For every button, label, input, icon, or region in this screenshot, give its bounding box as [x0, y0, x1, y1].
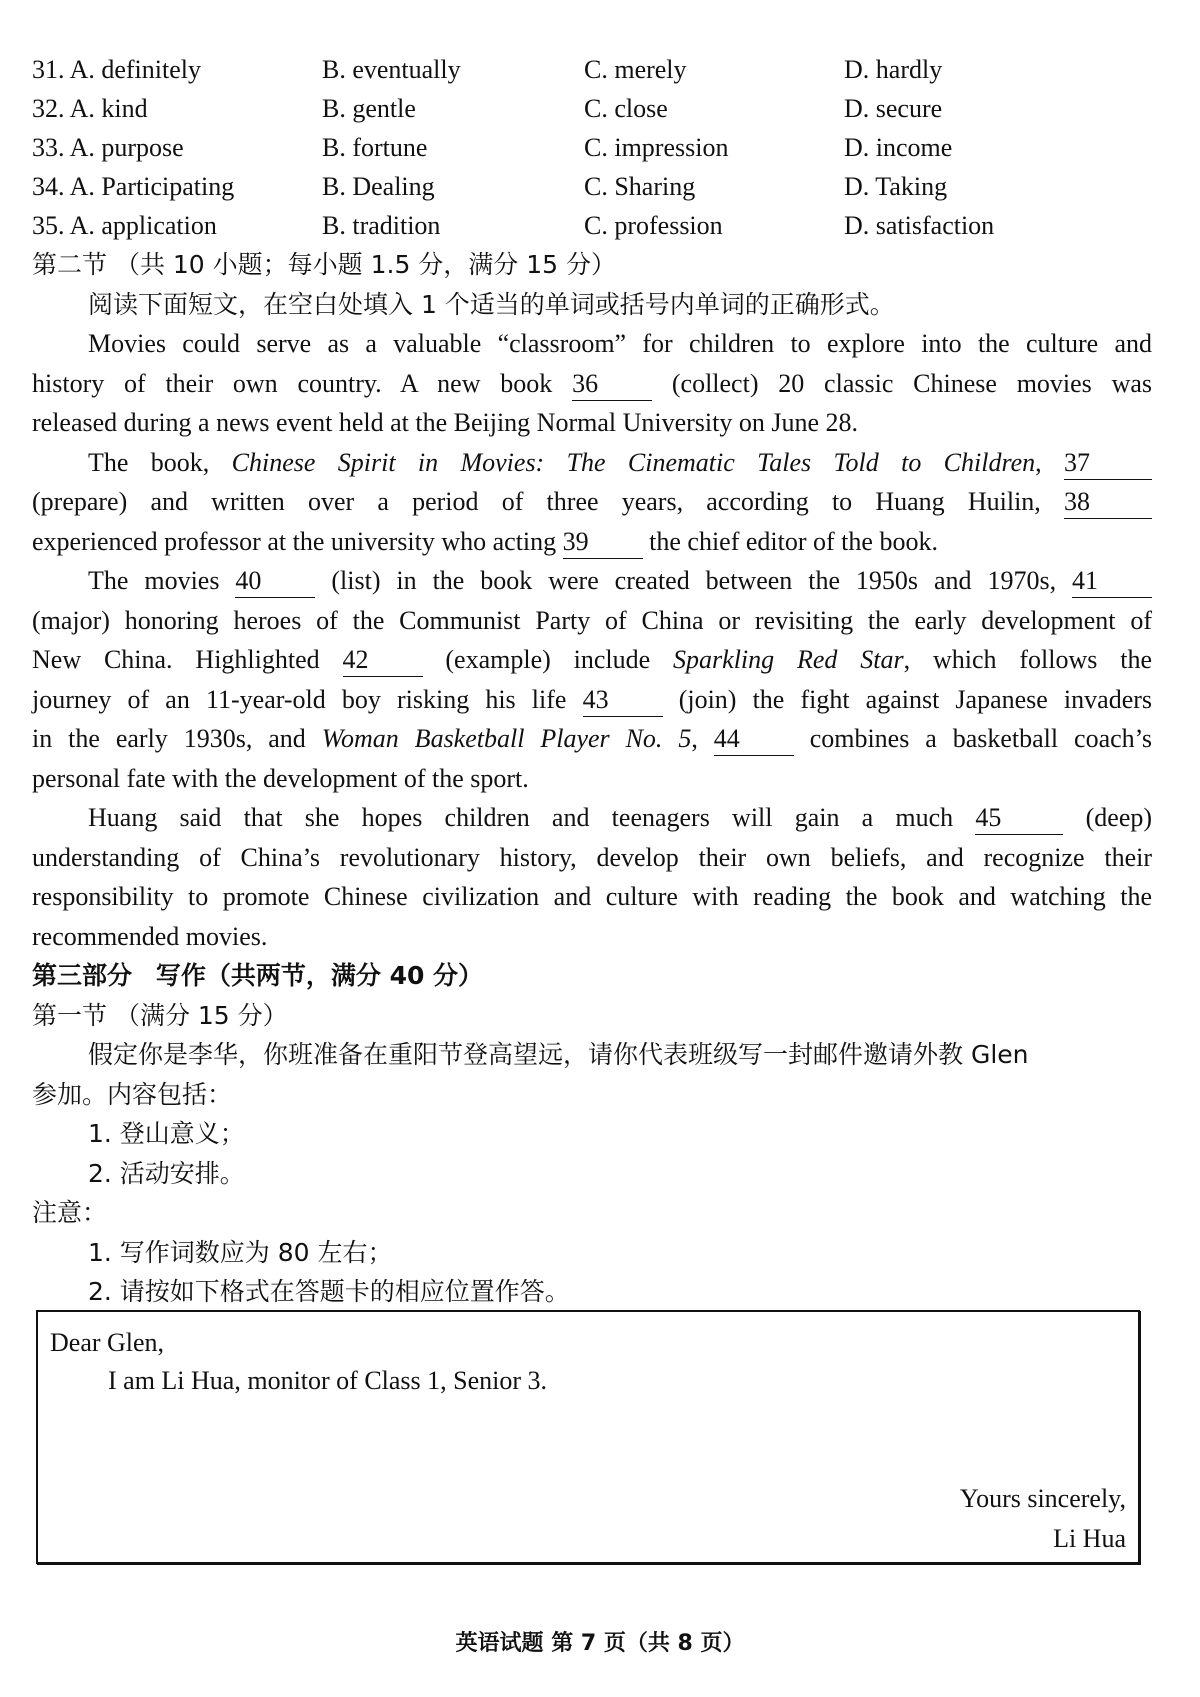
blank-43: 43: [583, 684, 663, 717]
option-row-32: [32, 89, 1152, 128]
option-d: D. satisfaction: [844, 211, 995, 240]
passage-line: The book, Chinese Spirit in Movies: The Cinematic Tales Told to Children, 37: [32, 443, 1152, 483]
blank-38: 38: [1064, 486, 1152, 519]
passage-line: understanding of China’s revolutionary history, develop their own beliefs, and recognize their: [32, 842, 1152, 872]
option-b: B. gentle: [322, 94, 416, 123]
option-a: 35. A. application: [32, 211, 217, 240]
exam-page: [32, 50, 1152, 1312]
passage-line: experienced professor at the university who acting 39 the chief editor of the book.: [32, 522, 1152, 562]
option-row-35: [32, 206, 1152, 245]
part3-section1-heading: 第一节 （满分 15 分）: [32, 1000, 288, 1030]
option-d: D. secure: [844, 94, 943, 123]
passage-line: released during a news event held at the Beijing Normal University on June 28.: [32, 408, 859, 437]
content-item-1: 1. 登山意义；: [88, 1119, 245, 1148]
passage-line: journey of an 11-year-old boy risking his life 43 (join) the fight against Japanese invaders: [32, 680, 1152, 720]
option-b: B. Dealing: [322, 172, 435, 201]
section2-instruction: 阅读下面短文，在空白处填入 1 个适当的单词或括号内单词的正确形式。: [88, 289, 895, 319]
option-b: B. eventually: [322, 55, 461, 84]
option-d: D. Taking: [844, 172, 948, 201]
film-title: Sparkling Red Star: [673, 645, 904, 674]
option-d: D. hardly: [844, 55, 943, 84]
blank-41: 41: [1072, 565, 1152, 598]
content-item-2: 2. 活动安排。: [88, 1158, 245, 1188]
cloze-passage: [32, 324, 1152, 956]
blank-39: 39: [563, 526, 643, 559]
passage-line: in the early 1930s, and Woman Basketball Player No. 5, 44 combines a basketball coach’s: [32, 719, 1152, 759]
passage-line: Movies could serve as a valuable “classroom” for children to explore into the culture and: [88, 329, 1152, 358]
passage-line: The movies 40 (list) in the book were created between the 1950s and 1970s, 41: [32, 561, 1152, 601]
option-a: 31. A. definitely: [32, 55, 201, 84]
blank-45: 45: [975, 802, 1063, 835]
part3-heading: 第三部分 写作（共两节，满分 40 分）: [32, 961, 484, 990]
section2-heading: 第二节 （共 10 小题；每小题 1.5 分，满分 15 分）: [32, 250, 617, 279]
note-heading: 注意：: [32, 1198, 108, 1227]
blank-37: 37: [1064, 447, 1152, 480]
writing-task: 假定你是李华，你班准备在重阳节登高望远，请你代表班级写一封邮件邀请外教 Glen: [88, 1040, 1029, 1069]
book-title: Chinese Spirit in Movies: The Cinematic Tales Told to Children: [231, 447, 1036, 477]
blank-36: 36: [572, 368, 652, 401]
page-footer: 英语试题 第 7 页（共 8 页）: [455, 1631, 745, 1656]
option-row-33: [32, 128, 1152, 167]
option-c: C. profession: [584, 211, 723, 240]
passage-line: personal fate with the development of the sport.: [32, 763, 529, 793]
note-item-2: 2. 请按如下格式在答题卡的相应位置作答。: [88, 1277, 570, 1306]
option-a: 34. A. Participating: [32, 172, 235, 201]
option-row-34: [32, 167, 1152, 206]
option-c: C. merely: [584, 55, 687, 84]
passage-line: recommended movies.: [32, 921, 268, 951]
passage-line: (major) honoring heroes of the Communist Party of China or revisiting the early development of: [32, 605, 1152, 635]
blank-40: 40: [235, 565, 315, 598]
passage-line: New China. Highlighted 42 (example) include Sparkling Red Star, which follows the: [32, 640, 1152, 680]
passage-line: Huang said that she hopes children and teenagers will gain a much 45 (deep): [32, 798, 1152, 838]
film-title: Woman Basketball Player No. 5: [321, 724, 692, 753]
option-d: D. income: [844, 133, 953, 162]
letter-template-box: [36, 1310, 1140, 1564]
writing-task-cont: 参加。内容包括：: [32, 1079, 233, 1109]
options-table: [32, 50, 1152, 245]
letter-greeting: Dear Glen,: [50, 1328, 165, 1357]
passage-line: history of their own country. A new book 36 (collect) 20 classic Chinese movies was: [32, 364, 1152, 404]
letter-intro: I am Li Hua, monitor of Class 1, Senior 3.: [108, 1366, 548, 1395]
letter-signature: Li Hua: [1053, 1524, 1126, 1553]
blank-44: 44: [714, 723, 794, 756]
blank-42: 42: [343, 644, 423, 677]
passage-line: (prepare) and written over a period of three years, according to Huang Huilin, 38: [32, 482, 1152, 522]
option-a: 32. A. kind: [32, 94, 148, 123]
option-c: C. close: [584, 94, 668, 123]
option-c: C. Sharing: [584, 172, 696, 201]
note-item-1: 1. 写作词数应为 80 左右；: [88, 1237, 393, 1267]
option-row-31: [32, 50, 1152, 89]
option-a: 33. A. purpose: [32, 133, 184, 162]
option-b: B. tradition: [322, 211, 441, 240]
letter-closing: Yours sincerely,: [959, 1484, 1126, 1513]
option-c: C. impression: [584, 133, 729, 162]
passage-line: responsibility to promote Chinese civilization and culture with reading the book and watching the: [32, 882, 1152, 911]
option-b: B. fortune: [322, 133, 428, 162]
